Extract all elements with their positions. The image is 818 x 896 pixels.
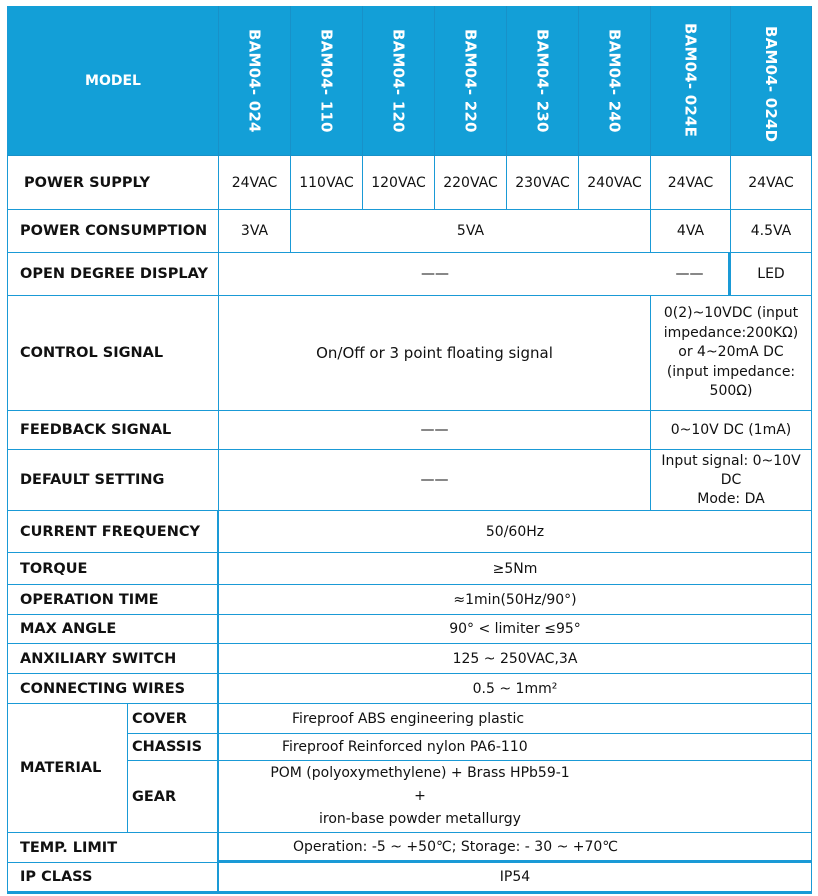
torque-value: ≥5Nm <box>219 553 812 585</box>
header-model-col <box>651 6 731 156</box>
feedback-signal-value: 0~10V DC (1mA) <box>651 411 812 450</box>
power-consumption-value: 4.5VA <box>731 210 812 253</box>
row-label-auxiliary-switch: ANXILIARY SWITCH <box>7 644 219 674</box>
header-model-col <box>363 6 435 156</box>
ip-class-value: IP54 <box>219 863 812 894</box>
current-frequency-value: 50/60Hz <box>219 511 812 553</box>
row-label-power-consumption: POWER CONSUMPTION <box>7 210 219 253</box>
model-name: BAM04- 024E <box>681 23 700 138</box>
power-supply-value: 24VAC <box>651 156 731 210</box>
row-label-gear: GEAR <box>128 761 219 833</box>
operation-time-value: ≈1min(50Hz/90°) <box>219 585 812 615</box>
model-name: BAM04- 230 <box>533 28 552 133</box>
row-label-max-angle: MAX ANGLE <box>7 615 219 644</box>
header-model-col <box>507 6 579 156</box>
power-supply-value: 220VAC <box>435 156 507 210</box>
control-signal-value: On/Off or 3 point floating signal <box>219 296 651 411</box>
model-name: BAM04- 024D <box>762 26 780 143</box>
model-name: BAM04- 120 <box>389 28 408 133</box>
temp-limit-value: Operation: -5 ~ +50℃; Storage: - 30 ~ +70℃ <box>219 833 812 863</box>
power-consumption-value: 3VA <box>219 210 291 253</box>
max-angle-value: 90° < limiter ≤95° <box>219 615 812 644</box>
power-supply-value: 110VAC <box>291 156 363 210</box>
text-line: Mode: DA <box>697 490 765 507</box>
model-name: BAM04- 110 <box>317 28 336 133</box>
chassis-value: Fireproof Reinforced nylon PA6-110 <box>219 734 812 761</box>
header-model-col <box>291 6 363 156</box>
gear-value <box>219 761 812 833</box>
text-line: impedance:200KΩ) <box>663 324 799 341</box>
text-line: 500Ω) <box>709 383 753 400</box>
row-label-temp-limit: TEMP. LIMIT <box>7 833 219 863</box>
text-line: iron-base powder metallurgy <box>319 811 521 827</box>
text-line: or 4~20mA DC <box>678 344 784 361</box>
power-supply-value: 120VAC <box>363 156 435 210</box>
row-label-control-signal: CONTROL SIGNAL <box>7 296 219 411</box>
row-label-connecting-wires: CONNECTING WIRES <box>7 674 219 704</box>
row-label-material: MATERIAL <box>7 704 128 833</box>
row-label-operation-time: OPERATION TIME <box>7 585 219 615</box>
text-line: DC <box>720 471 742 488</box>
header-model-col <box>435 6 507 156</box>
header-model-col <box>731 6 812 156</box>
row-label-cover: COVER <box>128 704 219 734</box>
model-name: BAM04- 024 <box>245 28 264 133</box>
open-degree-value: —— <box>651 253 731 296</box>
text-line: POM (polyoxymethylene) + Brass HPb59-1 <box>270 765 570 781</box>
row-label-power-supply: POWER SUPPLY <box>7 156 219 210</box>
control-signal-analog-value <box>651 296 812 411</box>
text-line: + <box>414 788 426 804</box>
power-supply-value: 230VAC <box>507 156 579 210</box>
connecting-wires-value: 0.5 ~ 1mm² <box>219 674 812 704</box>
header-model-col <box>219 6 291 156</box>
model-name: BAM04- 240 <box>605 28 624 133</box>
row-label-open-degree-display: OPEN DEGREE DISPLAY <box>7 253 219 296</box>
text-line: Input signal: 0~10V <box>661 452 801 469</box>
feedback-signal-value: —— <box>219 411 651 450</box>
default-setting-value: —— <box>219 450 651 511</box>
power-supply-value: 240VAC <box>579 156 651 210</box>
open-degree-value: LED <box>731 253 812 296</box>
power-consumption-value: 4VA <box>651 210 731 253</box>
row-label-default-setting: DEFAULT SETTING <box>7 450 219 511</box>
model-name: BAM04- 220 <box>461 28 480 133</box>
header-model-label: MODEL <box>7 6 219 156</box>
open-degree-value: —— <box>219 253 651 296</box>
power-supply-value: 24VAC <box>219 156 291 210</box>
power-consumption-value: 5VA <box>291 210 651 253</box>
text-line: (input impedance: <box>666 363 796 380</box>
row-label-torque: TORQUE <box>7 553 219 585</box>
row-label-feedback-signal: FEEDBACK SIGNAL <box>7 411 219 450</box>
default-setting-value <box>651 450 812 511</box>
power-supply-value: 24VAC <box>731 156 812 210</box>
header-model-col <box>579 6 651 156</box>
row-label-chassis: CHASSIS <box>128 734 219 761</box>
row-label-ip-class: IP CLASS <box>7 863 219 894</box>
cover-value: Fireproof ABS engineering plastic <box>219 704 812 734</box>
row-label-current-frequency: CURRENT FREQUENCY <box>7 511 219 553</box>
text-line: 0(2)~10VDC (input <box>663 305 799 322</box>
auxiliary-switch-value: 125 ~ 250VAC,3A <box>219 644 812 674</box>
